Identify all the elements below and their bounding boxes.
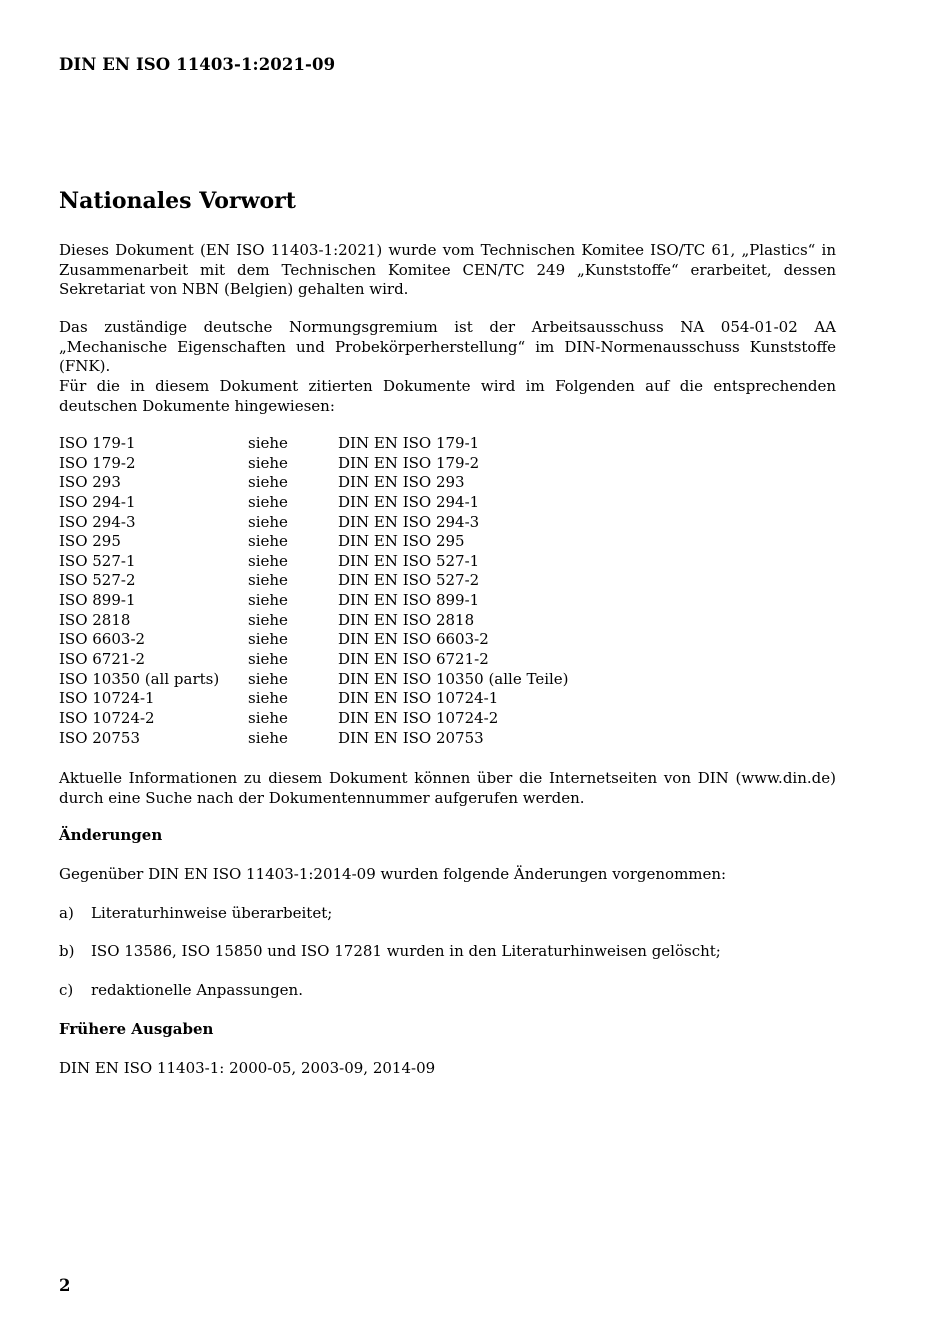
- iso-reference: ISO 10724-2: [59, 708, 155, 727]
- din-reference: DIN EN ISO 10350 (alle Teile): [338, 669, 569, 688]
- iso-reference: ISO 179-2: [59, 453, 136, 472]
- din-reference: DIN EN ISO 899-1: [338, 591, 480, 610]
- din-reference: DIN EN ISO 295: [338, 532, 465, 551]
- list-marker: c): [59, 981, 74, 999]
- iso-reference: ISO 6721-2: [59, 650, 146, 669]
- iso-reference: ISO 20753: [59, 728, 140, 747]
- din-reference: DIN EN ISO 20753: [338, 728, 484, 747]
- list-text: Literaturhinweise überarbeitet;: [91, 904, 333, 922]
- din-reference: DIN EN ISO 527-1: [338, 551, 480, 570]
- reference-link-word: siehe: [248, 512, 288, 531]
- committee-paragraph: Das zuständige deutsche Normungsgremium ist der Arbeitsausschuss NA 054-01-02 AA „Mechanische Eigenschaften und Probekörperherstellung“ im DIN-Normenausschuss Kunststoffe (FNK).: [59, 318, 836, 376]
- iso-reference: ISO 527-1: [59, 551, 136, 570]
- reference-link-word: siehe: [248, 551, 288, 570]
- reference-link-word: siehe: [248, 473, 288, 492]
- reference-link-word: siehe: [248, 610, 288, 629]
- reference-link-word: siehe: [248, 532, 288, 551]
- iso-reference: ISO 10350 (all parts): [59, 669, 220, 688]
- document-id-header: DIN EN ISO 11403-1:2021-09: [59, 55, 336, 74]
- iso-reference: ISO 295: [59, 532, 121, 551]
- iso-reference: ISO 527-2: [59, 571, 136, 590]
- iso-reference: ISO 2818: [59, 610, 131, 629]
- din-reference: DIN EN ISO 6721-2: [338, 650, 489, 669]
- din-reference: DIN EN ISO 179-1: [338, 434, 480, 452]
- change-item-c: [59, 981, 303, 999]
- list-text: redaktionelle Anpassungen.: [91, 981, 303, 999]
- info-paragraph: Aktuelle Informationen zu diesem Dokument können über die Internetseiten von DIN (www.din.de) durch eine Suche nach der Dokumentennummer aufgerufen werden.: [59, 769, 836, 807]
- reference-link-word: siehe: [248, 650, 288, 669]
- changes-heading: Änderungen: [59, 826, 163, 844]
- din-reference: DIN EN ISO 179-2: [338, 453, 480, 472]
- previous-editions-heading: Frühere Ausgaben: [59, 1020, 214, 1038]
- iso-reference: ISO 294-3: [59, 512, 136, 531]
- din-reference: DIN EN ISO 2818: [338, 610, 475, 629]
- reference-link-word: siehe: [248, 669, 288, 688]
- change-item-b: [59, 942, 721, 960]
- reference-link-word: siehe: [248, 708, 288, 727]
- list-text: ISO 13586, ISO 15850 und ISO 17281 wurden in den Literaturhinweisen gelöscht;: [91, 942, 721, 960]
- reference-link-word: siehe: [248, 571, 288, 590]
- din-reference: DIN EN ISO 293: [338, 473, 465, 492]
- din-reference: DIN EN ISO 10724-2: [338, 708, 499, 727]
- din-reference: DIN EN ISO 10724-1: [338, 689, 499, 708]
- reference-link-word: siehe: [248, 689, 288, 708]
- reference-link-word: siehe: [248, 492, 288, 511]
- changes-intro: Gegenüber DIN EN ISO 11403-1:2014-09 wurden folgende Änderungen vorgenommen:: [59, 865, 727, 883]
- reference-link-word: siehe: [248, 728, 288, 747]
- iso-reference: ISO 293: [59, 473, 121, 492]
- references-intro-paragraph: Für die in diesem Dokument zitierten Dokumente wird im Folgenden auf die entsprechenden deutschen Dokumente hingewiesen:: [59, 377, 836, 415]
- din-reference: DIN EN ISO 6603-2: [338, 630, 489, 649]
- iso-reference: ISO 179-1: [59, 434, 136, 452]
- iso-reference: ISO 6603-2: [59, 630, 146, 649]
- list-marker: b): [59, 942, 75, 960]
- iso-reference: ISO 899-1: [59, 591, 136, 610]
- reference-link-word: siehe: [248, 434, 288, 452]
- page-number: 2: [59, 1276, 71, 1295]
- previous-editions-text: DIN EN ISO 11403-1: 2000-05, 2003-09, 2014-09: [59, 1059, 436, 1077]
- iso-reference: ISO 10724-1: [59, 689, 155, 708]
- list-marker: a): [59, 904, 74, 922]
- change-item-a: [59, 904, 332, 922]
- din-reference: DIN EN ISO 527-2: [338, 571, 480, 590]
- iso-reference: ISO 294-1: [59, 492, 136, 511]
- reference-link-word: siehe: [248, 630, 288, 649]
- page-title: Nationales Vorwort: [59, 188, 296, 214]
- reference-link-word: siehe: [248, 591, 288, 610]
- din-reference: DIN EN ISO 294-1: [338, 492, 480, 511]
- reference-link-word: siehe: [248, 453, 288, 472]
- din-reference: DIN EN ISO 294-3: [338, 512, 480, 531]
- intro-paragraph: Dieses Dokument (EN ISO 11403-1:2021) wurde vom Technischen Komitee ISO/TC 61, „Plastics“ in Zusammenarbeit mit dem Technischen Komitee CEN/TC 249 „Kunststoffe“ erarbeitet, dessen Sekretariat von NBN (Belgien) gehalten wird.: [59, 241, 836, 299]
